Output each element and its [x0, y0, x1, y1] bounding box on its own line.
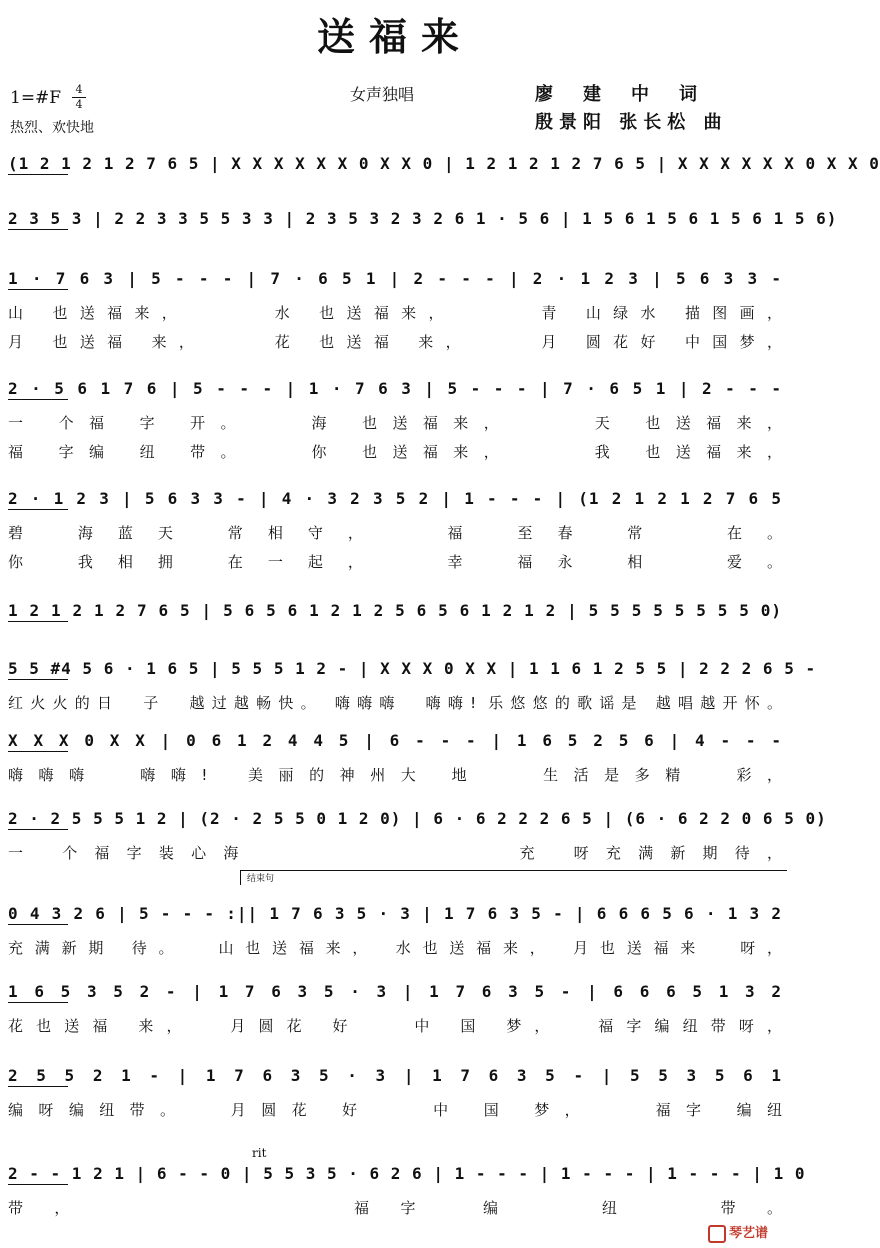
- beam-line: [8, 924, 68, 925]
- performance-note: 女声独唱: [350, 85, 415, 104]
- stave-notes: 2 - - 1 2 1 | 6 - - 0 | 5 5 3 5 · 6 2 6 | 1 - - - | 1 - - - | 1 - - - | 1 0: [8, 1164, 806, 1183]
- lyric-line: 月 也送福 来， 花 也送福 来， 月 圆花好 中国梦，: [8, 333, 782, 351]
- stave-notes: 2 5 5 2 1 - | 1 7 6 3 5 · 3 | 1 7 6 3 5 - | 5 5 3 5 6 1: [8, 1066, 782, 1085]
- stave-notes: 1 · 7 6 3 | 5 - - - | 7 · 6 5 1 | 2 - - - | 2 · 1 2 3 | 5 6 3 3 -: [8, 269, 782, 288]
- stave-notes: 2 · 1 2 3 | 5 6 3 3 - | 4 · 3 2 3 5 2 | 1 - - - | (1 2 1 2 1 2 7 6 5: [8, 489, 782, 508]
- lyric-line: 碧 海蓝天 常相守， 福 至春 常 在。: [8, 524, 782, 542]
- beam-line: [8, 1184, 68, 1185]
- lyric-line: 山 也送福来， 水 也送福来， 青 山绿水 描图画，: [8, 304, 782, 322]
- ending-label: 结束句: [247, 874, 275, 884]
- beam-line: [8, 621, 68, 622]
- lyric-line: 花也送福 来， 月圆花 好 中 国 梦， 福字编纽带呀，: [8, 1017, 782, 1035]
- stave-notes: 1 6 5 3 5 2 - | 1 7 6 3 5 · 3 | 1 7 6 3 5 - | 6 6 6 5 1 3 2: [8, 982, 782, 1001]
- song-title: 送福来: [316, 14, 473, 59]
- tempo-marking: 热烈、欢快地: [10, 120, 94, 136]
- stave-notes: 0 4 3 2 6 | 5 - - - :|| 1 7 6 3 5 · 3 | 1 7 6 3 5 - | 6 6 6 5 6 · 1 3 2: [8, 904, 782, 923]
- lyric-line: 红火火的日 子 越过越畅快。 嗨嗨嗨 嗨嗨! 乐悠悠的歌谣是 越唱越开怀。: [8, 694, 782, 712]
- ritardando-mark: rit: [252, 1146, 267, 1160]
- lyricist-credit: 廖建中词: [535, 84, 727, 105]
- beam-line: [8, 1002, 68, 1003]
- lyric-line: 编呀编纽带。 月圆花 好 中 国 梦， 福字 编纽: [8, 1101, 783, 1119]
- stave-notes: (1 2 1 2 1 2 7 6 5 | X X X X X X 0 X X 0 | 1 2 1 2 1 2 7 6 5 | X X X X X X 0 X X 0: [8, 154, 880, 173]
- beam-line: [8, 174, 68, 175]
- stave-notes: 1 2 1 2 1 2 7 6 5 | 5 6 5 6 1 2 1 2 5 6 5 6 1 2 1 2 | 5 5 5 5 5 5 5 5 0): [8, 601, 782, 620]
- lyric-line: 一 个福字装心海 充 呀充满新期待，: [8, 844, 782, 862]
- lyric-line: 充满新期 待。 山也送福来， 水也送福来， 月也送福来 呀，: [8, 939, 782, 957]
- lyric-line: 嗨嗨嗨 嗨嗨! 美丽的神州大 地 生活是多精 彩，: [8, 766, 782, 784]
- beam-line: [8, 289, 68, 290]
- key-signature: 1=#F: [10, 88, 62, 108]
- stave-notes: 5 5 #4 5 6 · 1 6 5 | 5 5 5 1 2 - | X X X 0 X X | 1 1 6 1 2 5 5 | 2 2 2 6 5 -: [8, 659, 817, 678]
- lyric-line: 一 个福 字 开。 海 也送福来， 天 也送福来，: [8, 414, 782, 432]
- stave-notes: 2 3 5 3 | 2 2 3 3 5 5 3 3 | 2 3 5 3 2 3 2 6 1 · 5 6 | 1 5 6 1 5 6 1 5 6 1 5 6): [8, 209, 838, 228]
- ending-bracket: [240, 870, 787, 885]
- beam-line: [8, 829, 68, 830]
- lyric-line: 带， 福字 编 纽 带。: [8, 1199, 782, 1217]
- logo-icon: [708, 1225, 726, 1243]
- time-signature: [72, 84, 86, 111]
- beam-line: [8, 229, 68, 230]
- beam-line: [8, 679, 68, 680]
- beam-line: [8, 1086, 68, 1087]
- watermark-text: 琴艺谱: [729, 1226, 769, 1241]
- time-signature-top: 4: [75, 83, 83, 96]
- watermark-logo: [708, 1222, 768, 1243]
- time-signature-bottom: 4: [75, 98, 83, 111]
- beam-line: [8, 509, 68, 510]
- stave-notes: 2 · 5 6 1 7 6 | 5 - - - | 1 · 7 6 3 | 5 - - - | 7 · 6 5 1 | 2 - - -: [8, 379, 782, 398]
- lyric-line: 你 我相拥 在一起， 幸 福永 相 爱。: [8, 553, 782, 571]
- composer-credit: 殷景阳 张长松 曲: [535, 112, 728, 133]
- beam-line: [8, 399, 68, 400]
- beam-line: [8, 751, 68, 752]
- lyric-line: 福 字编 纽 带。 你 也送福来， 我 也送福来，: [8, 443, 782, 461]
- stave-notes: 2 · 2 5 5 5 1 2 | (2 · 2 5 5 0 1 2 0) | 6 · 6 2 2 2 6 5 | (6 · 6 2 2 0 6 5 0): [8, 809, 827, 828]
- stave-notes: X X X 0 X X | 0 6 1 2 4 4 5 | 6 - - - | 1 6 5 2 5 6 | 4 - - -: [8, 731, 782, 750]
